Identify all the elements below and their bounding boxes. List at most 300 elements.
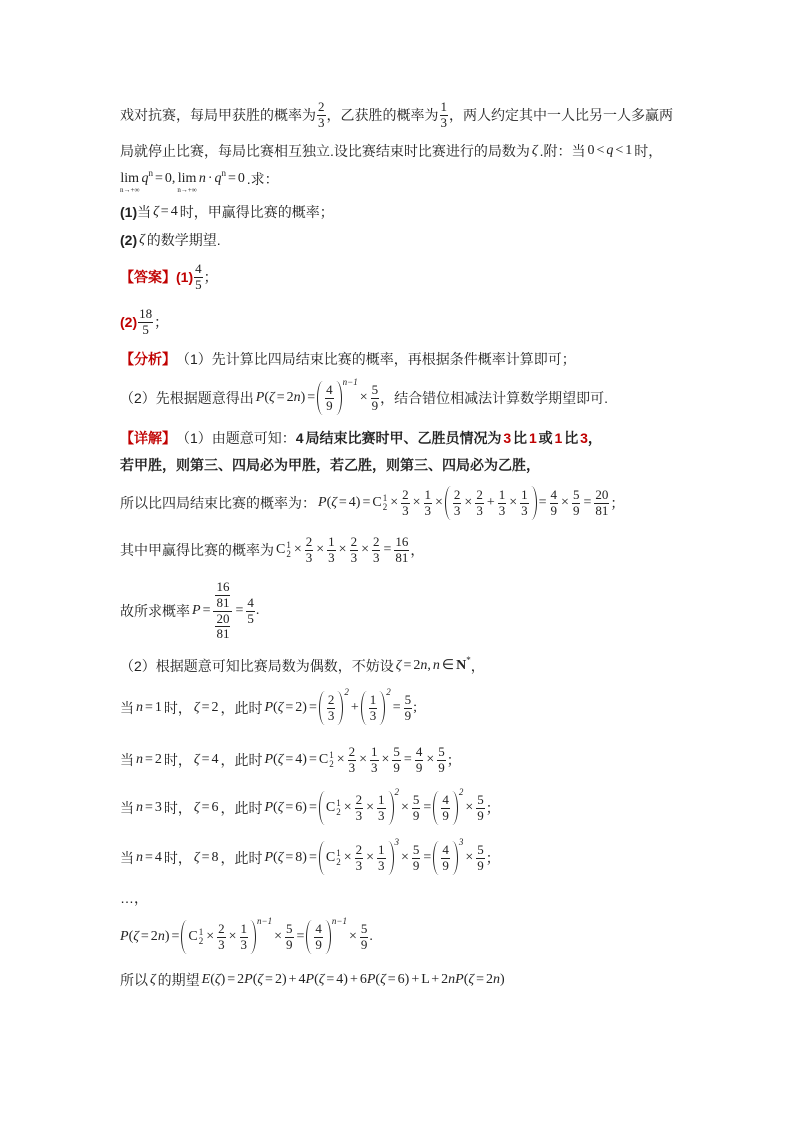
denominator	[453, 504, 462, 519]
math-text: =	[536, 494, 549, 510]
math-variable: n	[134, 699, 143, 715]
math-text: =	[421, 799, 434, 815]
denominator	[437, 761, 446, 776]
group-content	[326, 841, 387, 876]
math-text: (	[273, 799, 278, 815]
fraction	[327, 535, 336, 566]
subscript: 2	[329, 759, 334, 769]
denominator	[404, 709, 413, 724]
math-number: 3	[453, 502, 461, 518]
math-variable: ζ	[151, 203, 159, 219]
math-text: ×	[388, 494, 401, 510]
denominator	[194, 278, 203, 293]
text-run: 故所求概率	[120, 602, 190, 619]
fraction	[215, 580, 230, 611]
bold-text: ，	[587, 429, 602, 446]
numerator	[215, 580, 230, 596]
math-text: (	[128, 928, 134, 944]
math-variable: q	[606, 142, 614, 158]
math-number: 2	[476, 486, 483, 502]
numerator	[305, 535, 314, 551]
math-number: 9	[393, 759, 400, 775]
exponent: 2	[394, 786, 399, 797]
parenthesized-group	[361, 691, 386, 726]
exponent: 2	[458, 786, 464, 797]
math-number: 3	[402, 502, 409, 518]
left-paren	[319, 841, 325, 876]
fraction	[285, 922, 294, 953]
math-text: (	[252, 971, 258, 987]
math-number: 4	[442, 841, 449, 857]
text-run: 所以比四局结束比赛的概率为：	[120, 494, 316, 511]
power-group	[181, 915, 273, 955]
math-text: ×	[347, 928, 359, 944]
fraction	[217, 922, 226, 953]
text-run: ；	[446, 751, 461, 768]
math-text: ×	[341, 799, 354, 815]
math-variable: q	[139, 170, 149, 186]
text-run: ，此时	[220, 849, 263, 866]
math-number: 5	[572, 486, 580, 502]
bold-text: (1)	[120, 203, 138, 220]
text-run: 时，甲赢得比赛的概率；	[179, 203, 334, 220]
math-number: 3	[476, 502, 483, 518]
math-variable: ζ	[133, 928, 139, 944]
math-variable: q	[214, 170, 222, 186]
bold-text: (2)	[120, 231, 138, 248]
exponent: 3	[458, 836, 464, 847]
math-variable: n	[420, 657, 428, 673]
right-paren	[336, 381, 342, 416]
math-text: ×	[204, 928, 217, 944]
math-number: 4	[247, 594, 254, 610]
math-variable: n	[492, 971, 500, 987]
math-text: =	[421, 849, 434, 865]
exponent: n−1	[257, 915, 273, 926]
superscript: 1	[336, 798, 341, 808]
fraction	[194, 262, 203, 293]
math-text: =	[200, 602, 213, 618]
math-number: 4	[550, 486, 558, 502]
math-number: 5	[247, 610, 254, 626]
math-number: 2	[355, 841, 363, 857]
math-text: = 6) + L + 2	[385, 971, 449, 987]
bold-text: 比	[562, 429, 581, 446]
right-paren	[379, 691, 385, 726]
text-run: （1）先计算比四局结束比赛的概率，再根据条件概率计算即可；	[176, 350, 576, 367]
combination-indices	[286, 541, 291, 559]
group-content	[188, 920, 249, 955]
denominator	[394, 551, 409, 566]
fraction	[475, 488, 484, 519]
math-variable: nP	[448, 971, 464, 987]
superscript: 1	[336, 848, 341, 858]
math-number: 9	[415, 759, 423, 775]
numerator	[404, 693, 413, 709]
math-number: 20	[595, 486, 609, 502]
fraction	[305, 535, 314, 566]
group-content	[326, 691, 337, 726]
fraction	[394, 535, 409, 566]
numerator	[325, 383, 334, 399]
denominator	[401, 504, 410, 519]
math-variable: ζ	[191, 849, 200, 865]
math-number: 2	[305, 533, 313, 549]
text-run: 局就停止比赛，每局比赛相互独立.设比赛结束时比赛进行的局数为	[120, 142, 530, 159]
math-text: < 1	[613, 142, 635, 158]
denominator	[355, 809, 364, 824]
denominator	[572, 504, 581, 519]
fraction	[572, 488, 581, 519]
math-text: = 3	[143, 799, 164, 815]
numerator	[441, 793, 450, 809]
parenthesized-group	[433, 841, 458, 876]
math-text: 0 <	[585, 142, 607, 158]
math-text: ×	[433, 494, 445, 510]
text-run: 的数学期望.	[146, 231, 221, 248]
fraction	[412, 793, 421, 824]
text-run: ，此时	[220, 699, 263, 716]
power-group	[319, 686, 349, 726]
math-text: = 1	[143, 699, 164, 715]
math-text: = 2	[199, 699, 221, 715]
math-number: 9	[477, 857, 484, 873]
numerator	[314, 922, 323, 938]
parenthesized-group	[317, 381, 342, 416]
numerator	[437, 745, 446, 761]
fraction	[441, 793, 450, 824]
highlight-text: (1)	[176, 268, 194, 285]
numerator	[246, 596, 255, 612]
fraction	[520, 488, 529, 519]
math-variable: n	[196, 170, 206, 186]
denominator	[594, 504, 609, 519]
math-variable: n	[293, 389, 301, 405]
math-text: ×	[507, 494, 520, 510]
text-run: 时，	[634, 142, 663, 159]
math-number: 3	[424, 502, 432, 518]
numerator	[498, 488, 507, 504]
denominator	[369, 709, 378, 724]
numerator	[355, 843, 364, 859]
math-number: 3	[318, 114, 325, 130]
math-number: 1	[440, 98, 447, 114]
limit-subscript: n→+∞	[120, 185, 140, 194]
numerator	[550, 488, 559, 504]
math-number: 5	[477, 791, 484, 807]
text-run: …，	[120, 889, 148, 906]
text-run: .附：当	[539, 142, 586, 159]
right-paren	[325, 920, 331, 955]
right-paren	[452, 791, 458, 826]
math-number: 9	[326, 397, 333, 413]
superscript: n	[221, 167, 226, 178]
numerator	[215, 612, 230, 628]
numerator	[213, 580, 232, 612]
math-variable: P	[305, 971, 315, 987]
fraction	[350, 535, 359, 566]
math-text: ;	[413, 699, 418, 715]
math-text: C	[188, 928, 198, 944]
math-variable: n	[432, 657, 440, 673]
text-run: ，	[410, 541, 425, 558]
denominator	[441, 809, 450, 824]
text-run: ，此时	[220, 799, 263, 816]
text-run: 当	[120, 699, 134, 716]
math-number: 5	[412, 791, 420, 807]
fraction	[424, 488, 433, 519]
math-text: ) =	[164, 928, 182, 944]
math-number: 2	[402, 486, 409, 502]
math-variable: ζ	[277, 751, 284, 767]
parenthesized-group	[319, 841, 394, 876]
math-variable: n	[134, 849, 143, 865]
lim-text: lim	[177, 171, 197, 187]
limit-operator	[120, 172, 139, 194]
text-run: 当	[137, 203, 152, 220]
denominator	[412, 809, 421, 824]
fraction	[441, 843, 450, 874]
math-number: 3	[240, 936, 248, 952]
math-number: 3	[440, 114, 447, 130]
parenthesized-group	[306, 920, 331, 955]
math-text: ×	[359, 541, 371, 557]
power-group	[361, 686, 391, 726]
math-text: = 2	[401, 657, 421, 673]
math-text: = 4) + 6	[324, 971, 367, 987]
right-paren	[337, 691, 343, 726]
math-number: 3	[355, 807, 363, 823]
math-text: = 6	[199, 799, 221, 815]
math-text: ×	[364, 799, 376, 815]
math-bold-symbol: N	[456, 657, 467, 673]
math-variable: P	[316, 494, 327, 510]
fraction	[476, 793, 485, 824]
math-variable: E	[199, 971, 211, 987]
left-paren	[306, 920, 312, 955]
bold-text: 或	[536, 429, 555, 446]
math-number: 1	[371, 743, 378, 759]
numerator	[372, 535, 381, 551]
math-number: 2	[348, 743, 356, 759]
bold-text: 若甲胜，则第三、四局必为甲胜，若乙胜，则第三、四局必为乙胜，	[120, 456, 540, 473]
math-text: = 2) + 4	[263, 971, 306, 987]
numerator	[369, 693, 378, 709]
denominator	[285, 938, 294, 953]
subscript: 2	[286, 549, 291, 559]
math-variable: P	[190, 602, 201, 618]
group-content	[440, 791, 451, 826]
fraction	[360, 922, 369, 953]
math-text: (	[314, 971, 319, 987]
math-text: ×	[336, 541, 349, 557]
math-number: 1	[240, 920, 248, 936]
math-text: ∈	[439, 657, 457, 673]
math-number: 1	[521, 486, 528, 502]
text-run: 时，	[163, 849, 192, 866]
fraction	[412, 843, 421, 874]
denominator	[327, 709, 336, 724]
text-run: 时，	[163, 799, 192, 816]
text-run: 戏对抗赛，每局甲获胜的概率为	[120, 106, 316, 123]
math-number: 81	[595, 502, 609, 518]
math-number: 3	[369, 707, 377, 723]
denominator	[240, 938, 249, 953]
math-text: ×	[463, 849, 476, 865]
text-run: 的期望	[157, 971, 200, 988]
numerator	[240, 922, 249, 938]
fraction	[317, 100, 326, 131]
fraction	[138, 307, 153, 338]
power-group	[433, 786, 464, 826]
highlight-text: 3	[580, 429, 588, 446]
highlight-text: (2)	[120, 313, 138, 330]
text-run: 当	[120, 799, 134, 816]
math-text: ×	[364, 849, 376, 865]
math-number: 3	[305, 549, 313, 565]
math-text: =	[581, 494, 594, 510]
math-number: 9	[404, 707, 412, 723]
math-variable: P	[262, 751, 274, 767]
highlight-text: 【答案】	[120, 268, 176, 285]
math-text: (	[264, 389, 270, 405]
math-number: 16	[395, 533, 409, 549]
exponent: 3	[394, 836, 399, 847]
lim-text: lim	[120, 171, 140, 187]
math-number: 81	[216, 626, 230, 642]
math-number: 3	[350, 549, 358, 565]
combination-indices	[336, 799, 341, 817]
math-number: 4	[195, 260, 202, 276]
math-variable: ζ	[277, 699, 284, 715]
math-number: 5	[404, 691, 412, 707]
math-number: 1	[378, 841, 385, 857]
text-run: ；	[203, 268, 218, 285]
math-variable: P	[253, 389, 265, 405]
group-content	[326, 791, 387, 826]
highlight-text: 1	[528, 429, 537, 446]
numerator	[350, 535, 359, 551]
subscript: 2	[336, 807, 341, 817]
power-group	[433, 836, 464, 876]
math-text: = 4) = C	[283, 751, 329, 767]
superscript: n	[148, 167, 153, 178]
numerator	[441, 843, 450, 859]
fraction	[476, 843, 485, 874]
numerator	[348, 745, 357, 761]
denominator	[327, 551, 336, 566]
numerator	[412, 843, 421, 859]
math-number: 16	[216, 578, 230, 594]
numerator	[285, 922, 294, 938]
denominator	[415, 761, 424, 776]
denominator	[475, 504, 484, 519]
power-group	[306, 915, 347, 955]
fraction	[370, 745, 379, 776]
math-text: C	[325, 799, 336, 815]
fraction	[355, 793, 364, 824]
math-number: 3	[355, 857, 363, 873]
numerator	[520, 488, 529, 504]
denominator	[441, 859, 450, 874]
math-text: (	[463, 971, 469, 987]
math-text: = 0	[225, 170, 245, 186]
numerator	[371, 383, 380, 399]
denominator	[355, 859, 364, 874]
fraction	[377, 843, 386, 874]
fraction	[348, 745, 357, 776]
left-paren	[181, 920, 187, 955]
math-number: 5	[438, 743, 445, 759]
math-variable: ζ	[137, 231, 147, 247]
math-text: ×	[341, 849, 354, 865]
denominator	[305, 551, 314, 566]
math-number: 4	[415, 743, 423, 759]
denominator	[213, 612, 232, 643]
fraction	[392, 745, 401, 776]
math-text: ×	[379, 751, 392, 767]
fraction	[327, 693, 336, 724]
math-number: 9	[412, 807, 420, 823]
math-number: 9	[477, 807, 484, 823]
numerator	[401, 488, 410, 504]
math-text: = 2) =	[283, 699, 319, 715]
math-number: 3	[378, 807, 385, 823]
fraction	[401, 488, 410, 519]
left-paren	[317, 381, 323, 416]
math-text: = 8) =	[283, 849, 319, 865]
math-variable: ζ	[214, 971, 221, 987]
text-run: ，结合错位相减法计算数学期望即可.	[380, 389, 609, 406]
math-text: (	[326, 494, 332, 510]
power-group	[319, 786, 399, 826]
math-variable: P	[120, 928, 129, 944]
combination-indices	[199, 928, 204, 946]
fraction	[372, 535, 381, 566]
math-text: C	[325, 849, 336, 865]
math-text: C	[274, 541, 286, 557]
text-run: ，两人约定其中一人比另一人多赢两	[449, 106, 673, 123]
denominator	[440, 116, 449, 131]
math-number: 3	[218, 936, 225, 952]
right-paren	[250, 920, 256, 955]
math-number: 9	[438, 759, 445, 775]
numerator	[327, 693, 336, 709]
text-run: ；	[610, 494, 625, 511]
highlight-text: 【详解】	[120, 429, 176, 446]
math-number: 4	[326, 381, 333, 397]
math-variable: ζ	[468, 971, 475, 987]
math-text: ·	[205, 170, 215, 186]
math-number: 81	[216, 594, 230, 610]
math-text: +	[484, 494, 497, 510]
group-content	[313, 920, 324, 955]
combination-indices	[383, 494, 388, 512]
math-text: ×	[291, 541, 304, 557]
text-run: ，乙获胜的概率为	[326, 106, 439, 123]
math-variable: n	[134, 751, 143, 767]
numerator	[317, 100, 326, 116]
math-text: ×	[462, 494, 475, 510]
math-number: 2	[318, 98, 325, 114]
fraction	[213, 580, 232, 643]
numerator	[412, 793, 421, 809]
math-number: 5	[371, 381, 379, 397]
highlight-text: 1	[554, 429, 563, 446]
denominator	[498, 504, 507, 519]
denominator	[314, 938, 323, 953]
numerator	[138, 307, 153, 323]
